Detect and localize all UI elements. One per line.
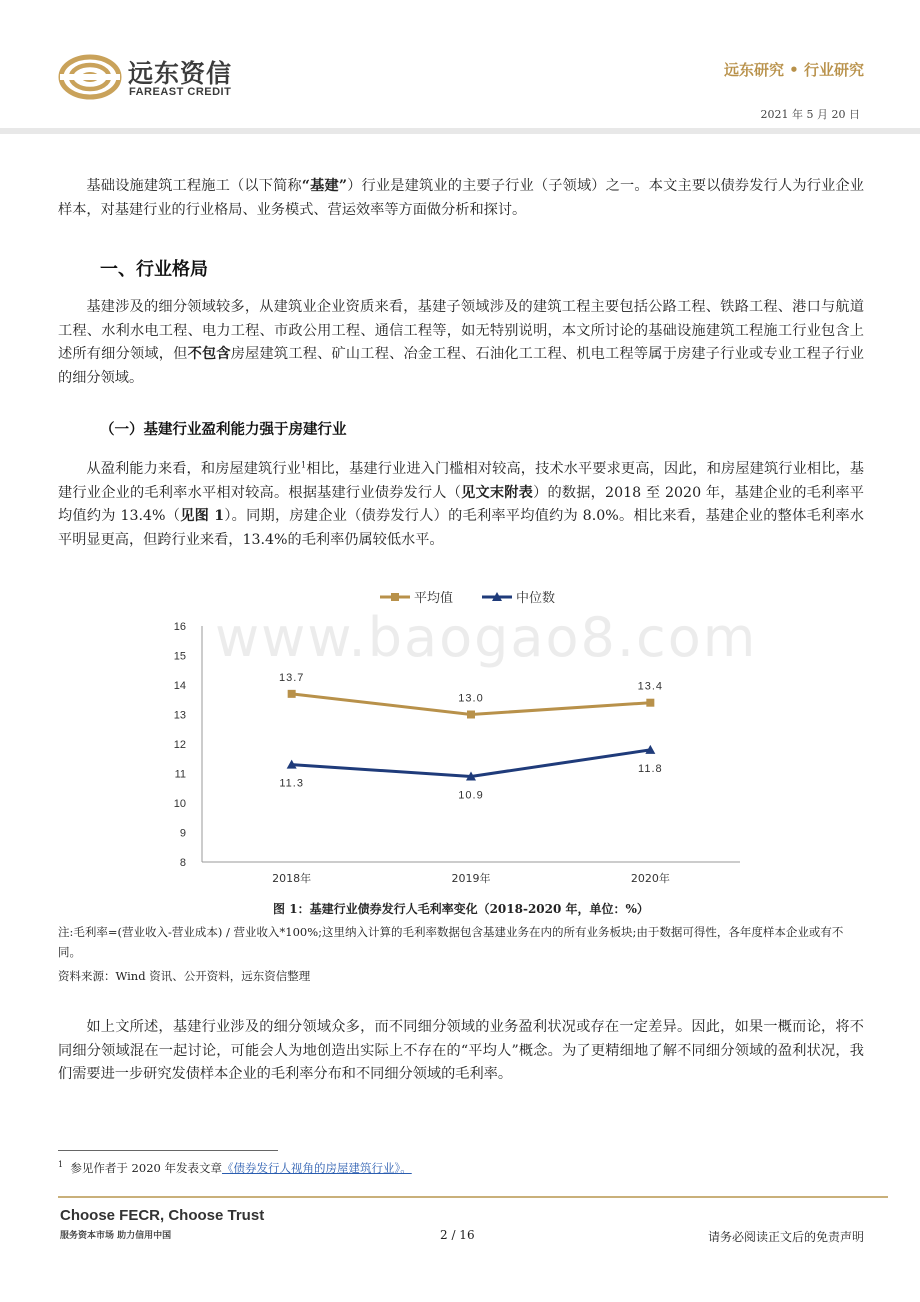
sub-text: 从盈利能力来看，和房屋建筑行业	[86, 461, 301, 477]
section1-text: 基建涉及的细分领域较多，从建筑业企业资质来看，基建子领域涉及的建筑工程主要包括公路工程、铁路工程、港口与航道工程、水利水电工程、电力工程、市政公用工程、通信工程等，如无特别说明，本文所讨论的基础设施建筑工程施工行业包含上述所有细分领域，但	[58, 299, 864, 362]
y-tick-label: 10	[173, 798, 186, 810]
subsection-heading: （一）基建行业盈利能力强于房建行业	[100, 422, 347, 438]
legend-label: 平均值	[414, 591, 454, 606]
y-tick-label: 15	[173, 650, 186, 663]
y-tick-label: 8	[179, 857, 186, 869]
y-tick-label: 14	[173, 680, 186, 692]
intro-bold: “基建”	[301, 178, 348, 194]
intro-text: 基础设施建筑工程施工（以下简称	[86, 178, 302, 194]
footnote-number: 1	[58, 1160, 64, 1170]
sub-text: 相比，基建行业进入门槛相对较高，技术水平要求更高，因此，和房屋建筑行业相比，基建行业企业的毛利率水平相对较高。根据基建行业债券发行人（	[58, 461, 864, 501]
y-tick-label: 9	[179, 827, 186, 840]
footer-subslogan: 服务资本市场 助力信用中国	[60, 1231, 172, 1241]
page-number: 2 / 16	[440, 1228, 475, 1242]
fareast-logo-icon	[58, 52, 122, 102]
gross-margin-line-chart	[160, 584, 750, 894]
footer-slogan: Choose FECR, Choose Trust	[60, 1207, 265, 1224]
intro-paragraph	[58, 175, 864, 222]
sub-bold: 见文末附表	[461, 484, 534, 501]
x-tick-label: 2020年	[630, 872, 670, 885]
data-label: 11.8	[638, 762, 663, 775]
footnote-divider	[58, 1150, 278, 1151]
section1-paragraph	[58, 296, 864, 390]
data-label: 13.0	[458, 692, 484, 705]
data-point	[646, 699, 654, 707]
logo-chinese-name: 远东资信	[128, 59, 233, 88]
logo-english-name: FAREAST CREDIT	[129, 86, 232, 98]
footnote-ref[interactable]: 1	[300, 460, 307, 470]
section-heading: 一、行业格局	[100, 259, 208, 280]
data-point	[467, 711, 475, 719]
sub-text: ）。同期，房建企业（债券发行人）的毛利率平均值约为 8.0%。相比来看，基建企业的整体毛利率水平明显更高，但跨行业来看，13.4%的毛利率仍属较低水平。	[58, 508, 864, 548]
data-point	[288, 690, 296, 698]
sub-text: ）的数据，2018 至 2020 年，基建企业的毛利率平均值约为 13.4%（	[58, 484, 864, 524]
sub-bold: 见图 1	[180, 508, 225, 524]
legend-label: 中位数	[516, 591, 556, 606]
subsection1-paragraph	[58, 458, 864, 552]
data-label: 13.7	[278, 671, 305, 684]
figure-note: 注:毛利率=(营业收入-营业成本) / 营业收入*100%;这里纳入计算的毛利率数据包含基建业务在内的所有业务板块;由于数据可得性，各年度样本企业或有不同。	[58, 925, 844, 959]
data-label: 13.4	[637, 680, 664, 693]
section1-bold: 不包含	[187, 346, 231, 362]
report-date: 2021 年 5 月 20 日	[760, 108, 860, 121]
y-tick-label: 12	[173, 739, 186, 751]
footnote	[58, 1160, 412, 1176]
disclaimer-notice: 请务必阅读正文后的免责声明	[707, 1230, 864, 1244]
footnote-text: 参见作者于 2020 年发表文章	[70, 1161, 222, 1175]
legend-marker	[391, 593, 399, 601]
intro-text: ）行业是建筑业的主要子行业（子领域）之一。本文主要以债券发行人为行业企业样本，对基建行业的行业格局、业务模式、营运效率等方面做分析和探讨。	[58, 178, 864, 218]
footer-divider	[58, 1196, 888, 1198]
figure-caption: 图 1：基建行业债券发行人毛利率变化（2018-2020 年，单位：%）	[273, 902, 649, 916]
section-tag: 远东研究 • 行业研究	[723, 61, 864, 79]
figure-source: 资料来源：Wind 资讯、公开资料，远东资信整理	[58, 969, 311, 983]
data-label: 10.9	[458, 789, 484, 802]
x-tick-label: 2019年	[451, 872, 491, 885]
header-divider	[0, 128, 920, 134]
watermark: www.baogao8.com	[215, 606, 758, 669]
footnote-link[interactable]: 《债券发行人视角的房屋建筑行业》。	[221, 1161, 412, 1175]
conclusion-paragraph: 如上文所述，基建行业涉及的细分领域众多，而不同细分领域的业务盈利状况或存在一定差异。因此，如果一概而论，将不同细分领域混在一起讨论，可能会人为地创造出实际上不存在的“平均人”概念。为了更精细地了解不同细分领域的盈利状况，我们需要进一步研究发债样本企业的毛利率分布和不同细分领域的毛利率。	[58, 1019, 864, 1082]
section1-text: 房屋建筑工程、矿山工程、冶金工程、石油化工工程、机电工程等属于房建子行业或专业工程子行业的细分领域。	[58, 346, 864, 386]
data-label: 11.3	[279, 777, 304, 790]
x-tick-label: 2018年	[272, 872, 312, 885]
y-tick-label: 13	[173, 709, 186, 722]
y-tick-label: 16	[173, 621, 186, 633]
y-tick-label: 11	[174, 768, 186, 781]
